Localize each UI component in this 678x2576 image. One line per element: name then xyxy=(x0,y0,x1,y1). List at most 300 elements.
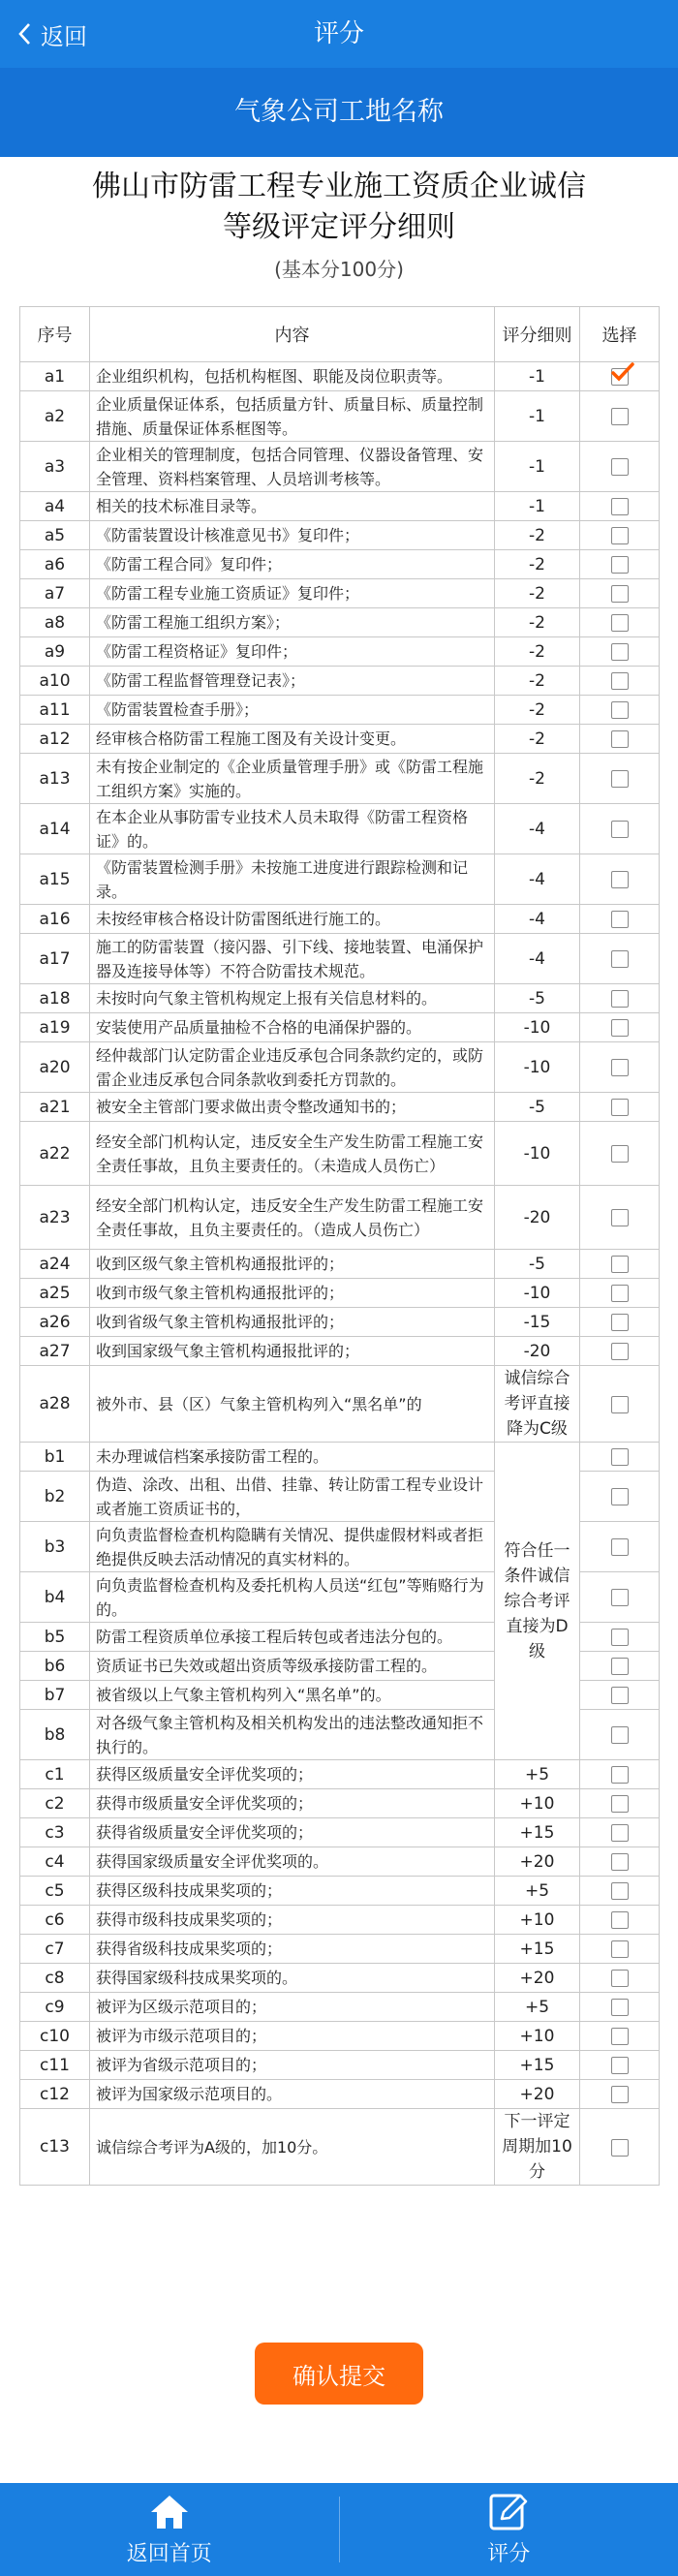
row-code: a12 xyxy=(20,725,90,754)
page-title: 评分 xyxy=(313,19,364,48)
row-checkbox[interactable] xyxy=(611,1343,629,1360)
row-code: b7 xyxy=(20,1681,90,1710)
row-code: a18 xyxy=(20,984,90,1013)
row-select-cell xyxy=(580,1279,660,1308)
row-code: c3 xyxy=(20,1818,90,1847)
row-checkbox[interactable] xyxy=(611,1256,629,1273)
row-select-cell xyxy=(580,442,660,492)
row-content: 获得省级质量安全评优奖项的； xyxy=(90,1818,495,1847)
row-content: 获得区级质量安全评优奖项的； xyxy=(90,1760,495,1789)
row-checkbox[interactable] xyxy=(611,1911,629,1929)
row-score: -5 xyxy=(495,1093,580,1122)
row-score: -1 xyxy=(495,391,580,442)
row-select-cell xyxy=(580,1847,660,1877)
table-row xyxy=(20,1366,660,1443)
row-checkbox[interactable] xyxy=(611,498,629,515)
row-checkbox[interactable] xyxy=(611,614,629,632)
row-checkbox[interactable] xyxy=(611,2028,629,2045)
row-score: -20 xyxy=(495,1337,580,1366)
row-score: -2 xyxy=(495,637,580,667)
row-checkbox[interactable] xyxy=(611,1940,629,1958)
table-row xyxy=(20,391,660,442)
document-title xyxy=(0,167,678,248)
row-code: c4 xyxy=(20,1847,90,1877)
table-row xyxy=(20,1279,660,1308)
row-select-cell xyxy=(580,934,660,984)
row-checkbox[interactable] xyxy=(611,1314,629,1331)
table-row xyxy=(20,1847,660,1877)
row-content: 未按经审核合格设计防雷图纸进行施工的。 xyxy=(90,905,495,934)
row-score: +10 xyxy=(495,1906,580,1935)
row-score: -4 xyxy=(495,854,580,905)
row-select-cell xyxy=(580,1964,660,1993)
row-code: a10 xyxy=(20,667,90,696)
row-select-cell xyxy=(580,1623,660,1652)
row-code: b2 xyxy=(20,1472,90,1522)
row-score: -20 xyxy=(495,1186,580,1250)
row-score: +5 xyxy=(495,1993,580,2022)
row-content: 获得省级科技成果奖项的； xyxy=(90,1935,495,1964)
table-row xyxy=(20,2109,660,2186)
row-score: -4 xyxy=(495,905,580,934)
row-checkbox[interactable] xyxy=(611,1766,629,1784)
table-row xyxy=(20,1122,660,1186)
row-score: -5 xyxy=(495,1250,580,1279)
row-score: +20 xyxy=(495,1847,580,1877)
row-select-cell xyxy=(580,905,660,934)
row-content: 《防雷工程专业施工资质证》复印件； xyxy=(90,579,495,608)
row-code: c1 xyxy=(20,1760,90,1789)
row-score: 下一评定周期加10分 xyxy=(495,2109,580,2186)
row-select-cell xyxy=(580,1818,660,1847)
row-content: 被省级以上气象主管机构列入“黑名单”的。 xyxy=(90,1681,495,1710)
row-code: a16 xyxy=(20,905,90,934)
edit-icon xyxy=(488,2493,529,2531)
row-select-cell xyxy=(580,725,660,754)
row-code: a3 xyxy=(20,442,90,492)
row-content: 《防雷工程监督管理登记表》； xyxy=(90,667,495,696)
row-select-cell xyxy=(580,984,660,1013)
row-score: -10 xyxy=(495,1279,580,1308)
table-row xyxy=(20,854,660,905)
row-score: +15 xyxy=(495,1818,580,1847)
row-select-cell xyxy=(580,1093,660,1122)
row-content: 获得国家级科技成果奖项的。 xyxy=(90,1964,495,1993)
row-content: 收到省级气象主管机构通报批评的； xyxy=(90,1308,495,1337)
table-row xyxy=(20,1186,660,1250)
row-code: b6 xyxy=(20,1652,90,1681)
row-code: c5 xyxy=(20,1877,90,1906)
row-score: -2 xyxy=(495,550,580,579)
row-checkbox[interactable] xyxy=(611,1538,629,1556)
row-content: 获得国家级质量安全评优奖项的。 xyxy=(90,1847,495,1877)
table-row xyxy=(20,1789,660,1818)
table-row xyxy=(20,442,660,492)
row-score: -2 xyxy=(495,608,580,637)
row-score: -2 xyxy=(495,667,580,696)
row-code: a14 xyxy=(20,804,90,854)
row-content: 未办理诚信档案承接防雷工程的。 xyxy=(90,1443,495,1472)
row-content: 经仲裁部门认定防雷企业违反承包合同条款约定的，或防雷企业违反承包合同条款收到委托方罚款的。 xyxy=(90,1042,495,1093)
table-row xyxy=(20,1993,660,2022)
table-row xyxy=(20,2080,660,2109)
table-row xyxy=(20,934,660,984)
nav-home[interactable] xyxy=(0,2483,339,2576)
row-checkbox[interactable] xyxy=(611,1853,629,1871)
row-select-cell xyxy=(580,1789,660,1818)
submit-button[interactable]: 确认提交 xyxy=(255,2343,423,2405)
row-content: 获得市级质量安全评优奖项的； xyxy=(90,1789,495,1818)
row-content: 《防雷工程资格证》复印件； xyxy=(90,637,495,667)
table-row xyxy=(20,362,660,391)
row-select-cell xyxy=(580,2022,660,2051)
row-select-cell xyxy=(580,667,660,696)
row-code: c12 xyxy=(20,2080,90,2109)
row-select-cell xyxy=(580,1760,660,1789)
row-select-cell xyxy=(580,2109,660,2186)
row-score: -2 xyxy=(495,521,580,550)
table-row xyxy=(20,521,660,550)
row-checkbox[interactable] xyxy=(611,1882,629,1900)
row-score: -4 xyxy=(495,934,580,984)
row-select-cell xyxy=(580,362,660,391)
row-checkbox[interactable] xyxy=(611,585,629,603)
back-label: 返回 xyxy=(41,22,87,50)
row-select-cell xyxy=(580,1472,660,1522)
row-code: a28 xyxy=(20,1366,90,1443)
table-row xyxy=(20,984,660,1013)
row-code: a4 xyxy=(20,492,90,521)
table-body xyxy=(20,362,660,2186)
row-content: 经安全部门机构认定，违反安全生产发生防雷工程施工安全责任事故，且负主要责任的。（造成人员伤亡） xyxy=(90,1186,495,1250)
row-content: 未有按企业制定的《企业质量管理手册》或《防雷工程施工组织方案》实施的。 xyxy=(90,754,495,804)
nav-home-label: 返回首页 xyxy=(126,2541,212,2566)
row-score: -2 xyxy=(495,754,580,804)
row-content: 被外市、县（区）气象主管机构列入“黑名单”的 xyxy=(90,1366,495,1443)
document-subtitle: (基本分100分) xyxy=(274,258,404,281)
row-select-cell xyxy=(580,1935,660,1964)
row-select-cell xyxy=(580,1366,660,1443)
row-checkbox[interactable] xyxy=(611,1209,629,1226)
table-row xyxy=(20,725,660,754)
row-code: a15 xyxy=(20,854,90,905)
table-row xyxy=(20,1093,660,1122)
row-select-cell xyxy=(580,696,660,725)
row-code: a26 xyxy=(20,1308,90,1337)
row-content: 《防雷工程施工组织方案》； xyxy=(90,608,495,637)
row-select-cell xyxy=(580,637,660,667)
row-content: 未按时向气象主管机构规定上报有关信息材料的。 xyxy=(90,984,495,1013)
row-content: 被评为省级示范项目的； xyxy=(90,2051,495,2080)
table-row xyxy=(20,754,660,804)
header-select: 选择 xyxy=(580,307,660,362)
row-content: 在本企业从事防雷专业技术人员未取得《防雷工程资格证》的。 xyxy=(90,804,495,854)
table-row xyxy=(20,2022,660,2051)
row-checkbox[interactable] xyxy=(611,1824,629,1842)
row-code: a7 xyxy=(20,579,90,608)
row-content: 相关的技术标准目录等。 xyxy=(90,492,495,521)
row-checkbox[interactable] xyxy=(611,990,629,1008)
row-checkbox[interactable] xyxy=(611,1488,629,1505)
row-score: -15 xyxy=(495,1308,580,1337)
row-code: a9 xyxy=(20,637,90,667)
row-score: -10 xyxy=(495,1042,580,1093)
row-checkbox[interactable] xyxy=(611,408,629,425)
row-code: a22 xyxy=(20,1122,90,1186)
document-title-line2: 等级评定评分细则 xyxy=(223,210,455,244)
score-table xyxy=(19,306,660,2186)
table-row xyxy=(20,550,660,579)
row-select-cell xyxy=(580,1337,660,1366)
row-code: c9 xyxy=(20,1993,90,2022)
row-score: +15 xyxy=(495,1935,580,1964)
row-select-cell xyxy=(580,2051,660,2080)
site-name-banner: 气象公司工地名称 xyxy=(0,68,678,157)
row-content: 被安全主管部门要求做出责令整改通知书的； xyxy=(90,1093,495,1122)
table-row xyxy=(20,1818,660,1847)
row-code: b4 xyxy=(20,1572,90,1623)
table-row xyxy=(20,1443,660,1472)
row-checkbox[interactable] xyxy=(611,368,629,386)
table-row xyxy=(20,492,660,521)
row-checkbox[interactable] xyxy=(611,2139,629,2157)
b-group-score: 符合任一条件诚信综合考评直接为D级 xyxy=(495,1443,580,1760)
row-checkbox[interactable] xyxy=(611,770,629,788)
row-score: +10 xyxy=(495,2022,580,2051)
row-code: a27 xyxy=(20,1337,90,1366)
row-content: 对各级气象主管机构及相关机构发出的违法整改通知拒不执行的。 xyxy=(90,1710,495,1760)
row-checkbox[interactable] xyxy=(611,1145,629,1163)
row-score: +5 xyxy=(495,1877,580,1906)
row-checkbox[interactable] xyxy=(611,2086,629,2103)
header-score: 评分细则 xyxy=(495,307,580,362)
row-select-cell xyxy=(580,550,660,579)
row-select-cell xyxy=(580,1186,660,1250)
row-content: 收到国家级气象主管机构通报批评的； xyxy=(90,1337,495,1366)
row-content: 资质证书已失效或超出资质等级承接防雷工程的。 xyxy=(90,1652,495,1681)
row-checkbox[interactable] xyxy=(611,1099,629,1116)
row-content: 施工的防雷装置（接闪器、引下线、接地装置、电涌保护器及连接导体等）不符合防雷技术规范。 xyxy=(90,934,495,984)
header-code: 序号 xyxy=(20,307,90,362)
row-select-cell xyxy=(580,579,660,608)
top-bar xyxy=(0,0,678,68)
table-row xyxy=(20,696,660,725)
row-content: 收到区级气象主管机构通报批评的； xyxy=(90,1250,495,1279)
row-select-cell xyxy=(580,754,660,804)
row-content: 被评为国家级示范项目的。 xyxy=(90,2080,495,2109)
row-code: a2 xyxy=(20,391,90,442)
row-code: a13 xyxy=(20,754,90,804)
row-code: c7 xyxy=(20,1935,90,1964)
row-content: 安装使用产品质量抽检不合格的电涌保护器的。 xyxy=(90,1013,495,1042)
row-code: a5 xyxy=(20,521,90,550)
row-checkbox[interactable] xyxy=(611,950,629,968)
document-title-line1: 佛山市防雷工程专业施工资质企业诚信 xyxy=(92,170,586,203)
row-checkbox[interactable] xyxy=(611,1059,629,1076)
row-checkbox[interactable] xyxy=(611,730,629,748)
table-row xyxy=(20,804,660,854)
row-content: 《防雷装置检查手册》； xyxy=(90,696,495,725)
row-content: 经审核合格防雷工程施工图及有关设计变更。 xyxy=(90,725,495,754)
row-code: a24 xyxy=(20,1250,90,1279)
row-score: -2 xyxy=(495,579,580,608)
nav-score[interactable] xyxy=(340,2483,678,2576)
header-content: 内容 xyxy=(90,307,495,362)
row-code: b5 xyxy=(20,1623,90,1652)
row-select-cell xyxy=(580,492,660,521)
row-score: -2 xyxy=(495,725,580,754)
row-checkbox[interactable] xyxy=(611,1970,629,1987)
row-content: 《防雷工程合同》复印件； xyxy=(90,550,495,579)
row-content: 企业相关的管理制度，包括合同管理、仪器设备管理、安全管理、资料档案管理、人员培训考核等。 xyxy=(90,442,495,492)
table-row xyxy=(20,1964,660,1993)
table-row xyxy=(20,905,660,934)
row-score: -10 xyxy=(495,1013,580,1042)
row-select-cell xyxy=(580,1522,660,1572)
row-content: 《防雷装置设计核准意见书》复印件； xyxy=(90,521,495,550)
row-score: +5 xyxy=(495,1760,580,1789)
row-code: a19 xyxy=(20,1013,90,1042)
row-content: 企业组织机构，包括机构框图、职能及岗位职责等。 xyxy=(90,362,495,391)
row-checkbox[interactable] xyxy=(611,458,629,476)
row-select-cell xyxy=(580,1877,660,1906)
row-score: +20 xyxy=(495,1964,580,1993)
home-icon xyxy=(149,2493,190,2531)
row-code: b1 xyxy=(20,1443,90,1472)
row-code: c2 xyxy=(20,1789,90,1818)
row-select-cell xyxy=(580,1013,660,1042)
row-select-cell xyxy=(580,2080,660,2109)
row-checkbox[interactable] xyxy=(611,911,629,928)
row-select-cell xyxy=(580,1250,660,1279)
row-checkbox[interactable] xyxy=(611,672,629,690)
row-code: a11 xyxy=(20,696,90,725)
row-score: +15 xyxy=(495,2051,580,2080)
row-checkbox[interactable] xyxy=(611,821,629,838)
row-content: 经安全部门机构认定，违反安全生产发生防雷工程施工安全责任事故，且负主要责任的。（未造成人员伤亡） xyxy=(90,1122,495,1186)
row-checkbox[interactable] xyxy=(611,556,629,574)
row-score: 诚信综合考评直接降为C级 xyxy=(495,1366,580,1443)
row-code: a1 xyxy=(20,362,90,391)
row-code: a21 xyxy=(20,1093,90,1122)
row-score: -5 xyxy=(495,984,580,1013)
row-content: 向负责监督检查机构及委托机构人员送“红包”等贿赂行为的。 xyxy=(90,1572,495,1623)
row-code: a25 xyxy=(20,1279,90,1308)
row-select-cell xyxy=(580,1681,660,1710)
row-select-cell xyxy=(580,521,660,550)
row-code: b8 xyxy=(20,1710,90,1760)
table-row xyxy=(20,579,660,608)
row-checkbox[interactable] xyxy=(611,1795,629,1813)
row-select-cell xyxy=(580,1443,660,1472)
row-checkbox[interactable] xyxy=(611,701,629,719)
row-score: -1 xyxy=(495,442,580,492)
table-row xyxy=(20,667,660,696)
nav-score-label: 评分 xyxy=(487,2541,531,2566)
row-checkbox[interactable] xyxy=(611,527,629,544)
row-code: a6 xyxy=(20,550,90,579)
row-code: a17 xyxy=(20,934,90,984)
row-content: 被评为市级示范项目的； xyxy=(90,2022,495,2051)
row-content: 企业质量保证体系，包括质量方针、质量目标、质量控制措施、质量保证体系框图等。 xyxy=(90,391,495,442)
row-code: c6 xyxy=(20,1906,90,1935)
row-select-cell xyxy=(580,1308,660,1337)
row-score: +10 xyxy=(495,1789,580,1818)
row-checkbox[interactable] xyxy=(611,1687,629,1704)
row-checkbox[interactable] xyxy=(611,871,629,888)
row-select-cell xyxy=(580,391,660,442)
row-checkbox[interactable] xyxy=(611,1396,629,1413)
row-score: -10 xyxy=(495,1122,580,1186)
bottom-nav xyxy=(0,2483,678,2576)
table-header-row xyxy=(20,307,660,362)
row-select-cell xyxy=(580,854,660,905)
table-row xyxy=(20,1308,660,1337)
row-checkbox[interactable] xyxy=(611,1629,629,1646)
table-row xyxy=(20,1013,660,1042)
row-code: c11 xyxy=(20,2051,90,2080)
row-checkbox[interactable] xyxy=(611,1448,629,1466)
row-select-cell xyxy=(580,1906,660,1935)
table-row xyxy=(20,1906,660,1935)
row-select-cell xyxy=(580,608,660,637)
row-content: 伪造、涂改、出租、出借、挂靠、转让防雷工程专业设计或者施工资质证书的， xyxy=(90,1472,495,1522)
row-code: a20 xyxy=(20,1042,90,1093)
table-row xyxy=(20,608,660,637)
row-content: 获得区级科技成果奖项的； xyxy=(90,1877,495,1906)
table-row xyxy=(20,1877,660,1906)
table-row xyxy=(20,2051,660,2080)
row-checkbox[interactable] xyxy=(611,1285,629,1302)
row-content: 收到市级气象主管机构通报批评的； xyxy=(90,1279,495,1308)
table-row xyxy=(20,1042,660,1093)
row-checkbox[interactable] xyxy=(611,1589,629,1606)
row-select-cell xyxy=(580,1993,660,2022)
table-row xyxy=(20,1250,660,1279)
row-select-cell xyxy=(580,804,660,854)
row-code: c13 xyxy=(20,2109,90,2186)
row-code: a8 xyxy=(20,608,90,637)
row-score: -1 xyxy=(495,362,580,391)
row-content: 向负责监督检查机构隐瞒有关情况、提供虚假材料或者拒绝提供反映去活动情况的真实材料的。 xyxy=(90,1522,495,1572)
table-row xyxy=(20,1935,660,1964)
row-score: -4 xyxy=(495,804,580,854)
row-content: 防雷工程资质单位承接工程后转包或者违法分包的。 xyxy=(90,1623,495,1652)
row-checkbox[interactable] xyxy=(611,1019,629,1037)
row-checkbox[interactable] xyxy=(611,1658,629,1675)
row-select-cell xyxy=(580,1572,660,1623)
row-score: -1 xyxy=(495,492,580,521)
row-checkbox[interactable] xyxy=(611,643,629,661)
table-row xyxy=(20,1760,660,1789)
row-code: c10 xyxy=(20,2022,90,2051)
checkmark-icon xyxy=(610,361,635,383)
row-code: c8 xyxy=(20,1964,90,1993)
row-score: -2 xyxy=(495,696,580,725)
row-select-cell xyxy=(580,1710,660,1760)
row-select-cell xyxy=(580,1652,660,1681)
row-checkbox[interactable] xyxy=(611,1999,629,2016)
row-code: b3 xyxy=(20,1522,90,1572)
row-checkbox[interactable] xyxy=(611,2057,629,2074)
row-score: +20 xyxy=(495,2080,580,2109)
table-row xyxy=(20,637,660,667)
row-checkbox[interactable] xyxy=(611,1726,629,1744)
row-select-cell xyxy=(580,1042,660,1093)
row-code: a23 xyxy=(20,1186,90,1250)
row-content: 被评为区级示范项目的； xyxy=(90,1993,495,2022)
row-content: 《防雷装置检测手册》未按施工进度进行跟踪检测和记录。 xyxy=(90,854,495,905)
